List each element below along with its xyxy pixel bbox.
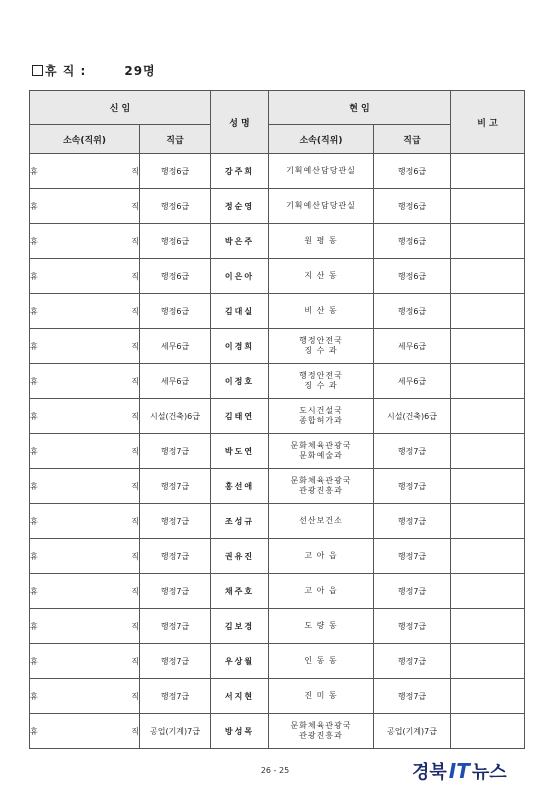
- new-dept-b: 직: [131, 271, 139, 281]
- current-grade-cell: 공업(기계)7급: [374, 714, 451, 749]
- table-row: [30, 644, 525, 679]
- new-grade-cell: 행정6급: [140, 294, 211, 329]
- new-dept-a: 휴: [30, 446, 38, 456]
- site-logo: [412, 758, 507, 784]
- new-dept-a: 휴: [30, 271, 38, 281]
- new-dept-a: 휴: [30, 481, 38, 491]
- remarks-cell: [451, 329, 525, 364]
- remarks-cell: [451, 644, 525, 679]
- new-dept-a: 휴: [30, 166, 38, 176]
- current-dept-line2: 종합허가과: [299, 416, 343, 425]
- new-dept-cell: [30, 224, 140, 259]
- new-dept-a: 휴: [30, 551, 38, 561]
- name-cell: 김태연: [211, 399, 269, 434]
- name-cell: 정순영: [211, 189, 269, 224]
- name-cell: 강주희: [211, 154, 269, 189]
- new-dept-cell: [30, 189, 140, 224]
- remarks-cell: [451, 294, 525, 329]
- new-dept-a: 휴: [30, 411, 38, 421]
- current-dept-line1: 문화체육관광국: [290, 476, 352, 485]
- remarks-cell: [451, 504, 525, 539]
- name-cell: 이은아: [211, 259, 269, 294]
- heading-label: 휴 직 :: [45, 64, 87, 78]
- new-dept-b: 직: [131, 726, 139, 736]
- remarks-cell: [451, 189, 525, 224]
- current-dept-cell: [269, 609, 374, 644]
- new-grade-cell: 행정7급: [140, 469, 211, 504]
- current-dept-cell: [269, 644, 374, 679]
- remarks-cell: [451, 679, 525, 714]
- name-cell: 방성목: [211, 714, 269, 749]
- new-grade-cell: 행정7급: [140, 574, 211, 609]
- current-dept-line1: 행정안전국: [299, 336, 343, 345]
- current-grade-cell: 행정7급: [374, 504, 451, 539]
- current-grade-cell: 행정6급: [374, 259, 451, 294]
- current-grade-cell: 세무6급: [374, 329, 451, 364]
- new-dept-b: 직: [131, 516, 139, 526]
- new-dept-cell: [30, 714, 140, 749]
- new-dept-b: 직: [131, 306, 139, 316]
- current-dept-cell: [269, 259, 374, 294]
- current-dept-line2: 문화예술과: [299, 451, 343, 460]
- current-dept-line1: 지 산 동: [304, 271, 338, 280]
- current-grade-cell: 행정7급: [374, 539, 451, 574]
- new-dept-cell: [30, 644, 140, 679]
- table-row: [30, 189, 525, 224]
- name-cell: 채주호: [211, 574, 269, 609]
- name-cell: 조성규: [211, 504, 269, 539]
- new-dept-cell: [30, 469, 140, 504]
- new-dept-b: 직: [131, 341, 139, 351]
- new-dept-cell: [30, 539, 140, 574]
- table-row: [30, 399, 525, 434]
- new-grade-cell: 행정7급: [140, 609, 211, 644]
- new-grade-cell: 행정6급: [140, 154, 211, 189]
- new-dept-a: 휴: [30, 621, 38, 631]
- current-dept-cell: [269, 679, 374, 714]
- table-row: [30, 609, 525, 644]
- current-dept-cell: [269, 399, 374, 434]
- name-cell: 김대실: [211, 294, 269, 329]
- new-dept-a: 휴: [30, 726, 38, 736]
- current-dept-line1: 문화체육관광국: [290, 441, 352, 450]
- new-dept-a: 휴: [30, 691, 38, 701]
- current-dept-cell: [269, 539, 374, 574]
- current-dept-cell: [269, 469, 374, 504]
- current-dept-line1: 기획예산담당관실: [286, 201, 356, 210]
- new-dept-cell: [30, 364, 140, 399]
- new-dept-cell: [30, 434, 140, 469]
- new-dept-b: 직: [131, 551, 139, 561]
- current-dept-cell: [269, 574, 374, 609]
- new-grade-cell: 행정6급: [140, 224, 211, 259]
- remarks-cell: [451, 469, 525, 504]
- current-grade-cell: 행정6급: [374, 154, 451, 189]
- table-row: [30, 714, 525, 749]
- current-dept-line1: 원 평 동: [304, 236, 338, 245]
- logo-it: IT: [448, 759, 470, 783]
- current-dept-line1: 기획예산담당관실: [286, 166, 356, 175]
- current-dept-cell: [269, 154, 374, 189]
- page-number: 26 - 25: [260, 766, 290, 775]
- remarks-cell: [451, 154, 525, 189]
- current-dept-cell: [269, 224, 374, 259]
- table-row: [30, 259, 525, 294]
- current-dept-cell: [269, 189, 374, 224]
- current-dept-line1: 문화체육관광국: [290, 721, 352, 730]
- new-grade-cell: 행정7급: [140, 539, 211, 574]
- current-grade-cell: 행정7급: [374, 679, 451, 714]
- new-dept-cell: [30, 679, 140, 714]
- new-dept-a: 휴: [30, 341, 38, 351]
- new-dept-a: 휴: [30, 586, 38, 596]
- new-grade-cell: 세무6급: [140, 329, 211, 364]
- name-cell: 박도연: [211, 434, 269, 469]
- current-dept-line2: 징 수 과: [304, 381, 338, 390]
- new-dept-a: 휴: [30, 236, 38, 246]
- new-dept-b: 직: [131, 691, 139, 701]
- remarks-cell: [451, 399, 525, 434]
- new-dept-cell: [30, 154, 140, 189]
- new-dept-cell: [30, 329, 140, 364]
- new-grade-cell: 시설(건축)6급: [140, 399, 211, 434]
- new-dept-cell: [30, 504, 140, 539]
- current-dept-line2: 관광진흥과: [299, 486, 343, 495]
- header-new-post: 신 임: [30, 91, 211, 125]
- remarks-cell: [451, 714, 525, 749]
- new-dept-a: 휴: [30, 201, 38, 211]
- current-dept-line1: 인 동 동: [304, 656, 338, 665]
- header-name: 성 명: [211, 91, 269, 154]
- current-dept-line1: 선산보건소: [299, 516, 343, 525]
- new-dept-b: 직: [131, 201, 139, 211]
- table-row: [30, 679, 525, 714]
- new-dept-b: 직: [131, 586, 139, 596]
- new-dept-b: 직: [131, 376, 139, 386]
- header-new-grade: 직급: [140, 125, 211, 154]
- current-dept-cell: [269, 434, 374, 469]
- new-dept-a: 휴: [30, 516, 38, 526]
- new-grade-cell: 행정7급: [140, 679, 211, 714]
- new-grade-cell: 행정7급: [140, 434, 211, 469]
- name-cell: 홍선애: [211, 469, 269, 504]
- header-remarks: 비 고: [451, 91, 525, 154]
- new-grade-cell: 행정7급: [140, 504, 211, 539]
- table-row: [30, 154, 525, 189]
- new-dept-cell: [30, 294, 140, 329]
- checkbox-square-icon: [32, 65, 43, 76]
- name-cell: 우상월: [211, 644, 269, 679]
- name-cell: 이정호: [211, 364, 269, 399]
- name-cell: 권유진: [211, 539, 269, 574]
- name-cell: 박은주: [211, 224, 269, 259]
- table-row: [30, 294, 525, 329]
- current-grade-cell: 시설(건축)6급: [374, 399, 451, 434]
- table-row: [30, 539, 525, 574]
- current-dept-cell: [269, 714, 374, 749]
- new-grade-cell: 세무6급: [140, 364, 211, 399]
- current-grade-cell: 행정7급: [374, 644, 451, 679]
- header-current-post: 현 임: [269, 91, 451, 125]
- current-dept-line1: 비 산 동: [304, 306, 338, 315]
- new-dept-b: 직: [131, 656, 139, 666]
- remarks-cell: [451, 539, 525, 574]
- new-dept-cell: [30, 574, 140, 609]
- heading-count: 29명: [124, 64, 156, 78]
- remarks-cell: [451, 259, 525, 294]
- current-dept-line1: 고 아 읍: [304, 586, 338, 595]
- header-cur-dept: 소속(직위): [269, 125, 374, 154]
- current-dept-cell: [269, 294, 374, 329]
- new-grade-cell: 행정6급: [140, 259, 211, 294]
- table-row: [30, 574, 525, 609]
- new-grade-cell: 행정7급: [140, 644, 211, 679]
- new-dept-b: 직: [131, 236, 139, 246]
- current-dept-line1: 도 량 동: [304, 621, 338, 630]
- table-row: [30, 224, 525, 259]
- current-grade-cell: 행정6급: [374, 294, 451, 329]
- new-dept-b: 직: [131, 446, 139, 456]
- new-dept-cell: [30, 259, 140, 294]
- new-dept-b: 직: [131, 481, 139, 491]
- remarks-cell: [451, 434, 525, 469]
- current-dept-line1: 진 미 동: [304, 691, 338, 700]
- current-dept-line1: 행정안전국: [299, 371, 343, 380]
- new-dept-cell: [30, 609, 140, 644]
- table-row: [30, 469, 525, 504]
- name-cell: 이경희: [211, 329, 269, 364]
- table-row: [30, 434, 525, 469]
- current-dept-cell: [269, 329, 374, 364]
- table-row: [30, 329, 525, 364]
- logo-right: 뉴스: [471, 762, 507, 783]
- table-row: [30, 504, 525, 539]
- logo-left: 경북: [412, 762, 447, 783]
- current-dept-line2: 징 수 과: [304, 346, 338, 355]
- new-grade-cell: 공업(기계)7급: [140, 714, 211, 749]
- current-grade-cell: 행정7급: [374, 434, 451, 469]
- current-grade-cell: 행정6급: [374, 224, 451, 259]
- personnel-table: [29, 90, 525, 749]
- table-row: [30, 364, 525, 399]
- new-dept-b: 직: [131, 166, 139, 176]
- remarks-cell: [451, 609, 525, 644]
- new-dept-b: 직: [131, 411, 139, 421]
- current-grade-cell: 행정7급: [374, 609, 451, 644]
- new-dept-cell: [30, 399, 140, 434]
- current-grade-cell: 행정6급: [374, 189, 451, 224]
- new-dept-a: 휴: [30, 376, 38, 386]
- new-grade-cell: 행정6급: [140, 189, 211, 224]
- header-cur-grade: 직급: [374, 125, 451, 154]
- section-heading: [32, 62, 156, 79]
- new-dept-a: 휴: [30, 306, 38, 316]
- name-cell: 김보경: [211, 609, 269, 644]
- new-dept-a: 휴: [30, 656, 38, 666]
- current-dept-cell: [269, 364, 374, 399]
- current-dept-line2: 관광진흥과: [299, 731, 343, 740]
- remarks-cell: [451, 364, 525, 399]
- new-dept-b: 직: [131, 621, 139, 631]
- remarks-cell: [451, 574, 525, 609]
- current-grade-cell: 행정7급: [374, 469, 451, 504]
- current-grade-cell: 행정7급: [374, 574, 451, 609]
- name-cell: 서지현: [211, 679, 269, 714]
- current-dept-line1: 고 아 읍: [304, 551, 338, 560]
- current-dept-line1: 도시건설국: [299, 406, 343, 415]
- current-grade-cell: 세무6급: [374, 364, 451, 399]
- current-dept-cell: [269, 504, 374, 539]
- remarks-cell: [451, 224, 525, 259]
- header-new-dept: 소속(직위): [30, 125, 140, 154]
